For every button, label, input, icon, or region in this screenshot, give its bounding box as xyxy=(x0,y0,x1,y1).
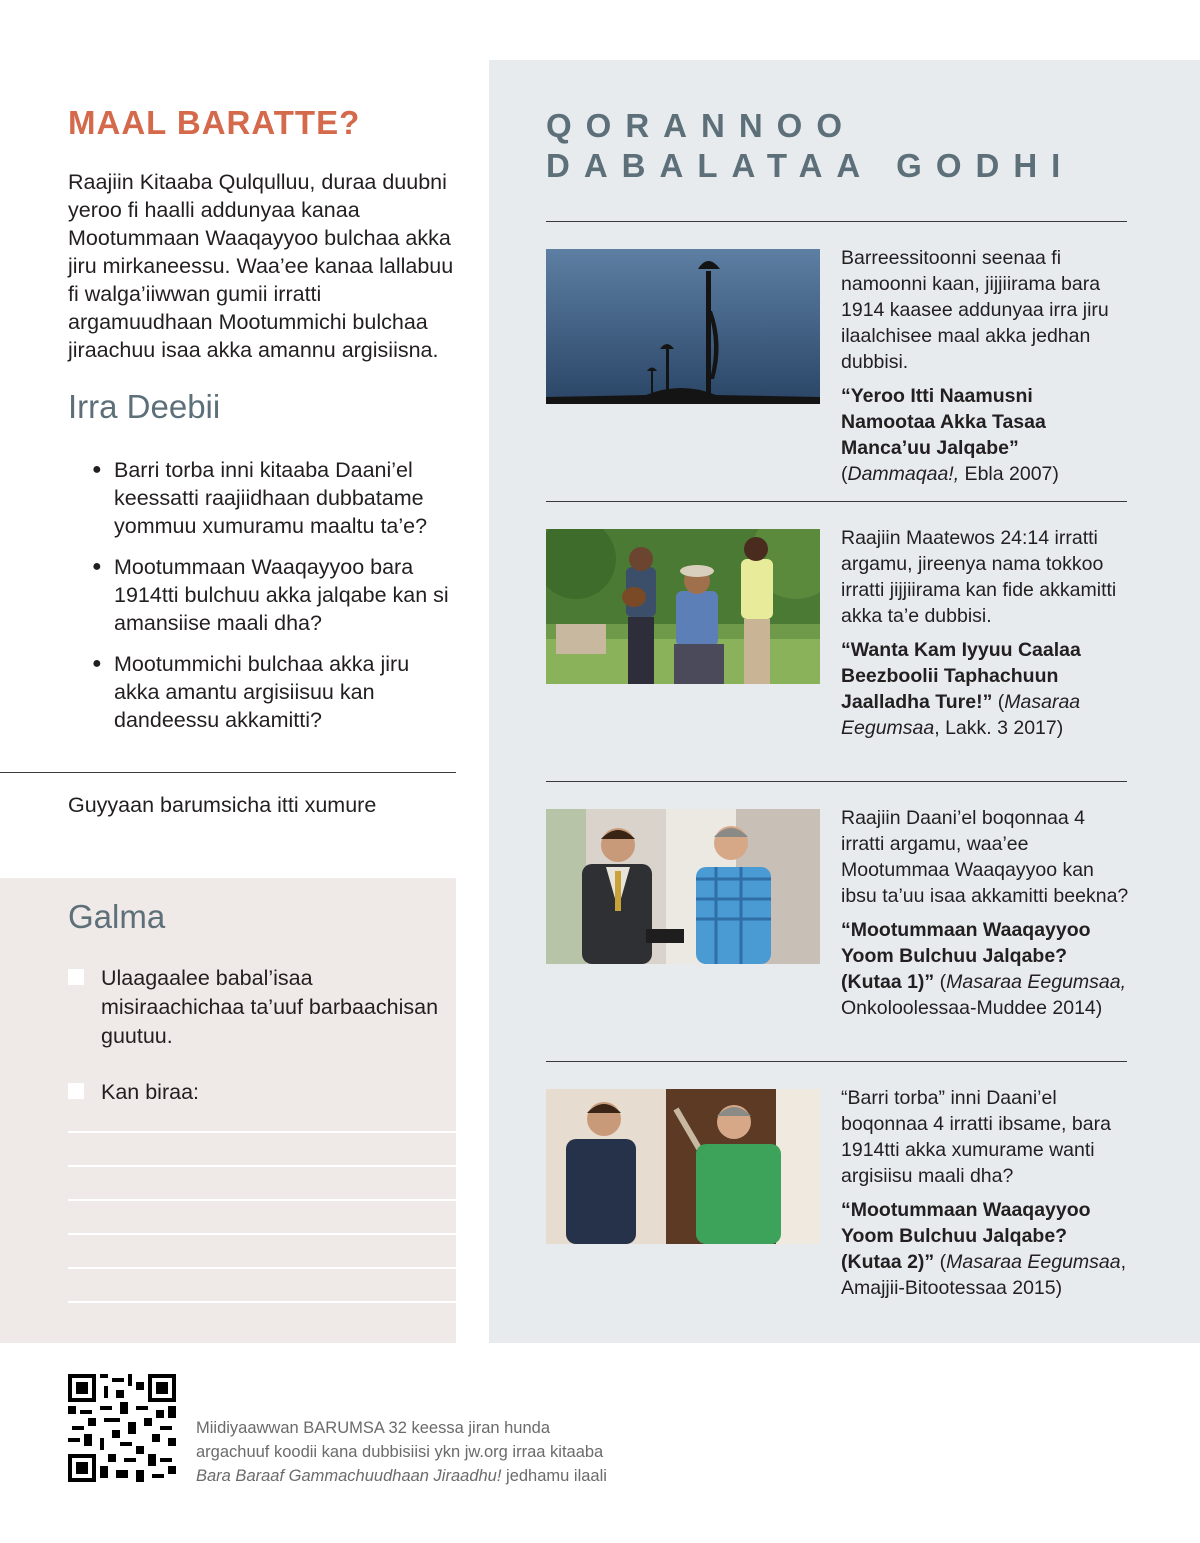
write-in-line[interactable] xyxy=(68,1267,456,1269)
intro-paragraph: Raajiin Kitaaba Qulqulluu, duraa duubni yeroo fi haalli addunyaa kanaa Mootummaan Waaqayyoo bulchaa akka jiru mirkaneessu. Waa’ee kanaa lallabuu fi walga’iiwwan gumii irratti argamuudhaan Mootummichi bulchaa jiraachuu isaa akka amannu argisiisna. xyxy=(68,170,454,362)
section-divider xyxy=(546,1061,1127,1062)
goal-checkbox-item[interactable]: Ulaagaalee babal’isaa misiraachichaa ta’uuf barbaachisan guutuu. xyxy=(68,964,441,1051)
write-in-line[interactable] xyxy=(68,1233,456,1235)
article-title[interactable]: “Wanta Kam Iyyuu Caalaa Beezboolii Taphachuun Jaalladha Ture!” xyxy=(841,639,1081,713)
bullet-icon: ● xyxy=(92,461,102,478)
article-title[interactable]: “Mootummaan Waaqayyoo Yoom Bulchuu Jalqabe? (Kutaa 1)” xyxy=(841,919,1091,993)
research-item-text: “Barri torba” inni Daani’el boqonnaa 4 irratti ibsame, bara 1914tti akka xumurame wanti argisiisu maali dha? xyxy=(841,1087,1111,1187)
publication-name: Masaraa Eegumsaa xyxy=(841,691,1081,739)
page-title: MAAL BARATTE? xyxy=(68,104,361,141)
publication-name: Masaraa Eegumsaa, xyxy=(946,971,1127,993)
section-divider xyxy=(546,781,1127,782)
research-item-text: Raajiin Daani’el boqonnaa 4 irratti argamu, waa’ee Mootummaa Waaqayyoo kan ibsu ta’uu isaa akkamitti beekna? xyxy=(841,807,1129,907)
research-item-reference[interactable]: “Mootummaan Waaqayyoo Yoom Bulchuu Jalqabe? (Kutaa 1)” (Masaraa Eegumsaa, Onkoloolessaa-Muddee 2014) xyxy=(841,919,1127,1019)
two-men-talking-image[interactable] xyxy=(546,809,820,964)
family-outdoors-image[interactable] xyxy=(546,529,820,684)
article-title[interactable]: “Yeroo Itti Naamusni Namootaa Akka Tasaa Manca’uu Jalqabe” xyxy=(841,385,1046,459)
write-in-line[interactable] xyxy=(68,1165,456,1167)
research-item-reference[interactable]: “Mootummaan Waaqayyoo Yoom Bulchuu Jalqabe? (Kutaa 2)” (Masaraa Eegumsaa, Amajjii-Bitootessaa 2015) xyxy=(841,1199,1127,1299)
section-divider xyxy=(0,772,456,773)
qr-code-icon[interactable] xyxy=(68,1374,176,1482)
review-question: ● Mootummichi bulchaa akka jiru akka amantu argisiisuu kan dandeessu akkamitti? xyxy=(92,652,410,732)
memorial-silhouette-image[interactable] xyxy=(546,249,820,404)
goal-checkbox-item[interactable]: Kan biraa: xyxy=(68,1078,441,1107)
research-item xyxy=(841,1085,1131,1301)
review-questions xyxy=(90,456,450,747)
research-item xyxy=(841,245,1131,487)
article-title[interactable]: “Mootummaan Waaqayyoo Yoom Bulchuu Jalqabe? (Kutaa 2)” xyxy=(841,1199,1091,1273)
research-item-reference[interactable]: “Wanta Kam Iyyuu Caalaa Beezboolii Taphachuun Jaalladha Ture!” (Masaraa Eegumsaa, Lakk. 3 2017) xyxy=(841,639,1081,739)
write-in-line[interactable] xyxy=(68,1199,456,1201)
two-men-doorway-image[interactable] xyxy=(546,1089,820,1244)
publication-name: Masaraa Eegumsaa xyxy=(946,1251,1121,1273)
review-question: ● Mootummaan Waaqayyoo bara 1914tti bulchuu akka jalqabe kan si amansiise maali dha? xyxy=(92,555,449,635)
write-in-line[interactable] xyxy=(68,1301,456,1303)
research-item-reference[interactable]: “Yeroo Itti Naamusni Namootaa Akka Tasaa Manca’uu Jalqabe” (Dammaqaa!, Ebla 2007) xyxy=(841,385,1059,485)
completion-date-label: Guyyaan barumsicha itti xumure xyxy=(68,793,377,817)
bullet-icon: ● xyxy=(92,558,102,575)
bullet-icon: ● xyxy=(92,655,102,672)
book-title: Bara Baraaf Gammachuudhaan Jiraadhu! xyxy=(196,1467,502,1485)
review-question: ● Barri torba inni kitaaba Daani’el keessatti raajiidhaan dubbatame yommuu xumuramu maaltu ta’e? xyxy=(92,458,428,538)
goals-box xyxy=(0,878,456,1343)
goals-heading: Galma xyxy=(68,898,166,935)
checkbox-icon[interactable] xyxy=(68,969,84,985)
write-in-line[interactable] xyxy=(68,1131,456,1133)
research-heading: QORANNOO DABALATAA GODHI xyxy=(546,107,1075,184)
review-heading: Irra Deebii xyxy=(68,388,221,425)
publication-name: Dammaqaa!, xyxy=(847,463,960,485)
research-item xyxy=(841,805,1131,1021)
section-divider xyxy=(546,501,1127,502)
research-item-text: Barreessitoonni seenaa fi namoonni kaan, jijjiirama bara 1914 kaasee addunyaa irra jiru ilaalchisee maal akka jedhan dubbisi. xyxy=(841,247,1109,373)
footer-note: Miidiyaawwan BARUMSA 32 keessa jiran hunda argachuuf koodii kana dubbisiisi ykn jw.org irraa kitaaba Bara Baraaf Gammachuudhaan Jiraadhu! jedhamu ilaali xyxy=(196,1419,607,1485)
section-divider xyxy=(546,221,1127,222)
checkbox-icon[interactable] xyxy=(68,1083,84,1099)
research-item-text: Raajiin Maatewos 24:14 irratti argamu, jireenya nama tokkoo irratti jijjiirama kan fide akkamitti akka ta’e dubbisi. xyxy=(841,527,1117,627)
research-item xyxy=(841,525,1131,741)
